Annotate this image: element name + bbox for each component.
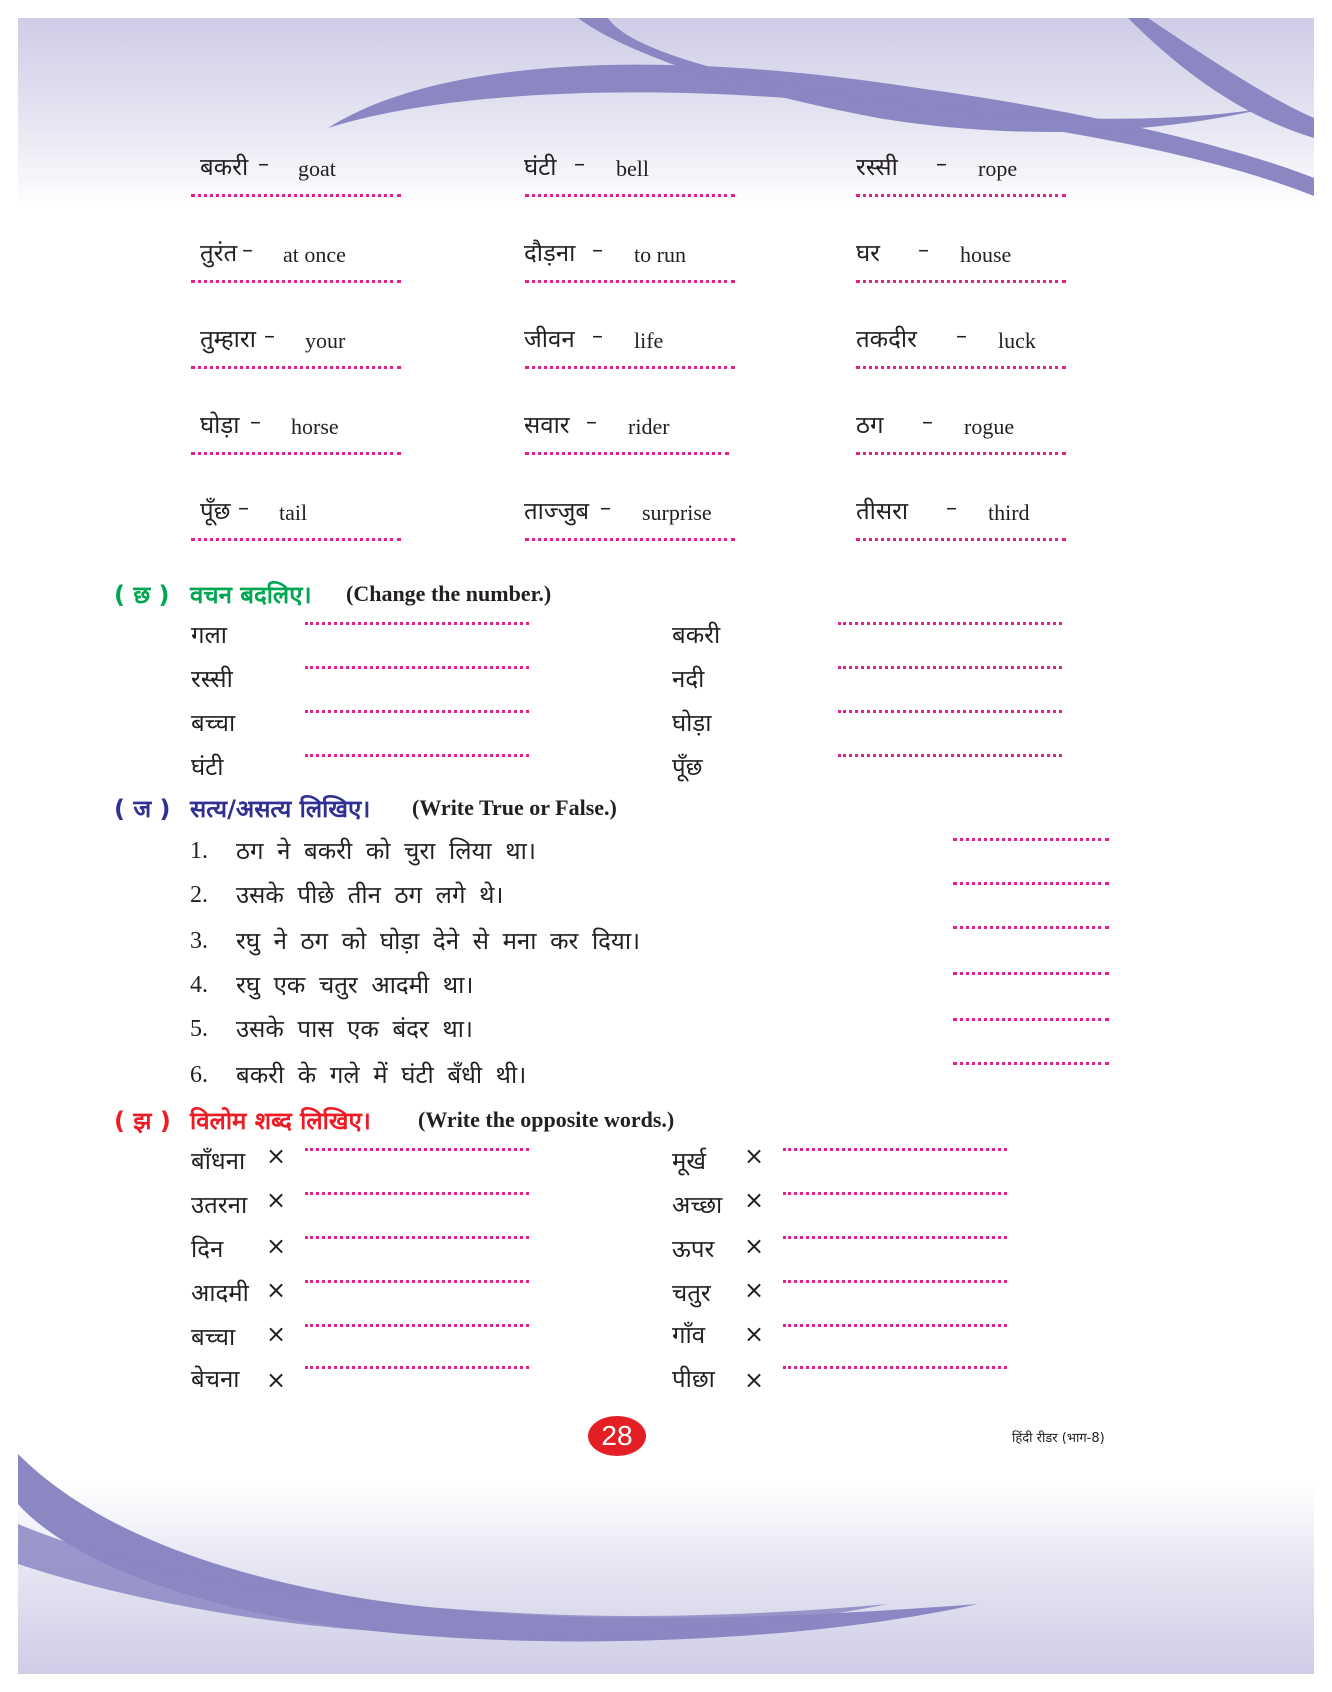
word-item: उतरना [191,1191,248,1219]
answer-line[interactable] [953,882,1109,885]
word-item: पूँछ [672,753,703,781]
answer-line[interactable] [953,1018,1109,1021]
cross-icon: × [266,1320,287,1348]
answer-line[interactable] [191,538,401,541]
section-title-english: (Write True or False.) [412,795,617,820]
vocab-english: to run [634,242,686,267]
answer-line[interactable] [783,1192,1007,1195]
word-item: मूर्ख [672,1147,706,1175]
item-number: 5. [190,1016,208,1042]
section-title-hindi: वचन बदलिए। [190,581,312,609]
vocab-english: luck [998,328,1036,353]
answer-line[interactable] [856,280,1066,283]
vocab-dash: – [238,496,249,521]
vocab-dash: – [250,410,261,435]
cross-icon: × [744,1142,765,1170]
decorative-swoosh-top [18,18,1314,238]
vocab-english: tail [279,500,308,525]
answer-line[interactable] [856,366,1066,369]
word-item: घोड़ा [672,709,712,737]
item-number: 2. [190,882,208,908]
page [18,18,1314,1674]
cross-icon: × [744,1320,765,1348]
answer-line[interactable] [953,838,1109,841]
vocab-hindi: घोड़ा [200,411,240,439]
answer-line[interactable] [783,1236,1007,1239]
answer-line[interactable] [525,452,729,455]
answer-line[interactable] [783,1324,1007,1327]
vocab-english: your [305,328,346,353]
answer-line[interactable] [191,280,401,283]
answer-line[interactable] [525,538,735,541]
cross-icon: × [266,1276,287,1304]
word-item: बच्चा [191,1323,236,1351]
word-item: ऊपर [672,1235,715,1263]
answer-line[interactable] [191,452,401,455]
section-title-hindi: विलोम शब्द लिखिए। [190,1107,371,1135]
section-marker: ( झ ) [114,1107,171,1135]
vocab-dash: – [574,152,585,177]
vocab-dash: – [918,238,929,263]
cross-icon: × [266,1366,287,1394]
cross-icon: × [266,1186,287,1214]
vocab-hindi: तकदीर [856,325,917,353]
word-item: घंटी [191,753,224,781]
word-item: गाँव [672,1321,706,1349]
answer-line[interactable] [305,622,529,625]
answer-line[interactable] [305,1148,529,1151]
answer-line[interactable] [191,366,401,369]
section-title-english: (Change the number.) [346,581,552,606]
answer-line[interactable] [305,710,529,713]
answer-line[interactable] [525,366,735,369]
answer-line[interactable] [953,972,1109,975]
statement-text: रघु एक चतुर आदमी था। [236,971,474,999]
vocab-dash: – [592,324,603,349]
answer-line[interactable] [953,926,1109,929]
vocab-hindi: ठग [856,411,884,439]
page-number-badge: 28 [588,1416,646,1456]
vocab-hindi: दौड़ना [524,239,576,267]
vocab-hindi: तुरंत [200,239,238,267]
answer-line[interactable] [783,1280,1007,1283]
vocab-hindi: तुम्हारा [200,325,256,353]
vocab-english: life [634,328,664,353]
word-item: नदी [672,665,705,693]
answer-line[interactable] [838,754,1062,757]
vocab-hindi: घंटी [524,153,557,181]
vocab-dash: – [258,152,269,177]
word-item: बकरी [672,621,721,649]
vocab-hindi: ताज्जुब [524,497,590,525]
answer-line[interactable] [305,1366,529,1369]
word-item: आदमी [191,1279,249,1307]
item-number: 1. [190,838,208,864]
cross-icon: × [744,1276,765,1304]
vocab-hindi: सवार [524,411,570,439]
statement-text: रघु ने ठग को घोड़ा देने से मना कर दिया। [236,927,641,955]
word-item: गला [191,621,227,649]
vocab-english: rider [628,414,670,439]
answer-line[interactable] [191,194,401,197]
answer-line[interactable] [525,280,735,283]
statement-text: उसके पीछे तीन ठग लगे थे। [236,881,504,909]
cross-icon: × [266,1142,287,1170]
answer-line[interactable] [856,538,1066,541]
answer-line[interactable] [305,1192,529,1195]
vocab-english: horse [291,414,339,439]
answer-line[interactable] [305,754,529,757]
cross-icon: × [744,1232,765,1260]
word-item: बेचना [191,1365,240,1393]
item-number: 6. [190,1062,208,1088]
section-marker: ( छ ) [114,581,170,609]
answer-line[interactable] [783,1148,1007,1151]
cross-icon: × [744,1186,765,1214]
vocab-dash: – [264,324,275,349]
vocab-english: rope [978,156,1018,181]
vocab-dash: – [936,152,947,177]
vocab-english: house [960,242,1012,267]
vocab-hindi: जीवन [524,325,575,353]
vocab-english: rogue [964,414,1015,439]
statement-text: ठग ने बकरी को चुरा लिया था। [236,837,536,865]
word-item: रस्सी [191,665,233,693]
item-number: 4. [190,972,208,998]
vocab-dash: – [600,496,611,521]
vocab-dash: – [956,324,967,349]
vocab-english: at once [283,242,346,267]
word-item: बच्चा [191,709,236,737]
answer-line[interactable] [305,1324,529,1327]
answer-line[interactable] [838,666,1062,669]
answer-line[interactable] [856,452,1066,455]
vocab-hindi: पूँछ [200,497,231,525]
word-item: पीछा [672,1365,715,1393]
statement-text: उसके पास एक बंदर था। [236,1015,474,1043]
vocab-english: surprise [642,500,712,525]
answer-line[interactable] [525,194,735,197]
cross-icon: × [744,1366,765,1394]
cross-icon: × [266,1232,287,1260]
word-item: बाँधना [191,1147,246,1175]
answer-line[interactable] [838,622,1062,625]
answer-line[interactable] [783,1366,1007,1369]
answer-line[interactable] [305,1236,529,1239]
answer-line[interactable] [305,1280,529,1283]
footer-book-title: हिंदी रीडर (भाग-8) [1012,1431,1105,1446]
vocab-hindi: तीसरा [856,497,909,525]
word-item: चतुर [672,1279,711,1307]
section-marker: ( ज ) [114,795,171,823]
answer-line[interactable] [305,666,529,669]
vocab-english: bell [616,156,649,181]
vocab-hindi: घर [856,239,880,267]
section-title-hindi: सत्य/असत्य लिखिए। [190,795,371,823]
vocab-hindi: रस्सी [856,153,898,181]
answer-line[interactable] [953,1062,1109,1065]
section-title-english: (Write the opposite words.) [418,1107,675,1132]
vocab-dash: – [946,496,957,521]
vocab-english: third [988,500,1030,525]
statement-text: बकरी के गले में घंटी बँधी थी। [236,1061,527,1089]
word-item: अच्छा [672,1191,723,1219]
vocab-hindi: बकरी [200,153,249,181]
vocab-dash: – [242,238,253,263]
word-item: दिन [191,1235,224,1263]
vocab-english: goat [298,156,336,181]
item-number: 3. [190,928,208,954]
answer-line[interactable] [856,194,1066,197]
vocab-dash: – [592,238,603,263]
vocab-dash: – [586,410,597,435]
decorative-swoosh-bottom [18,1454,1314,1674]
answer-line[interactable] [838,710,1062,713]
vocab-dash: – [922,410,933,435]
